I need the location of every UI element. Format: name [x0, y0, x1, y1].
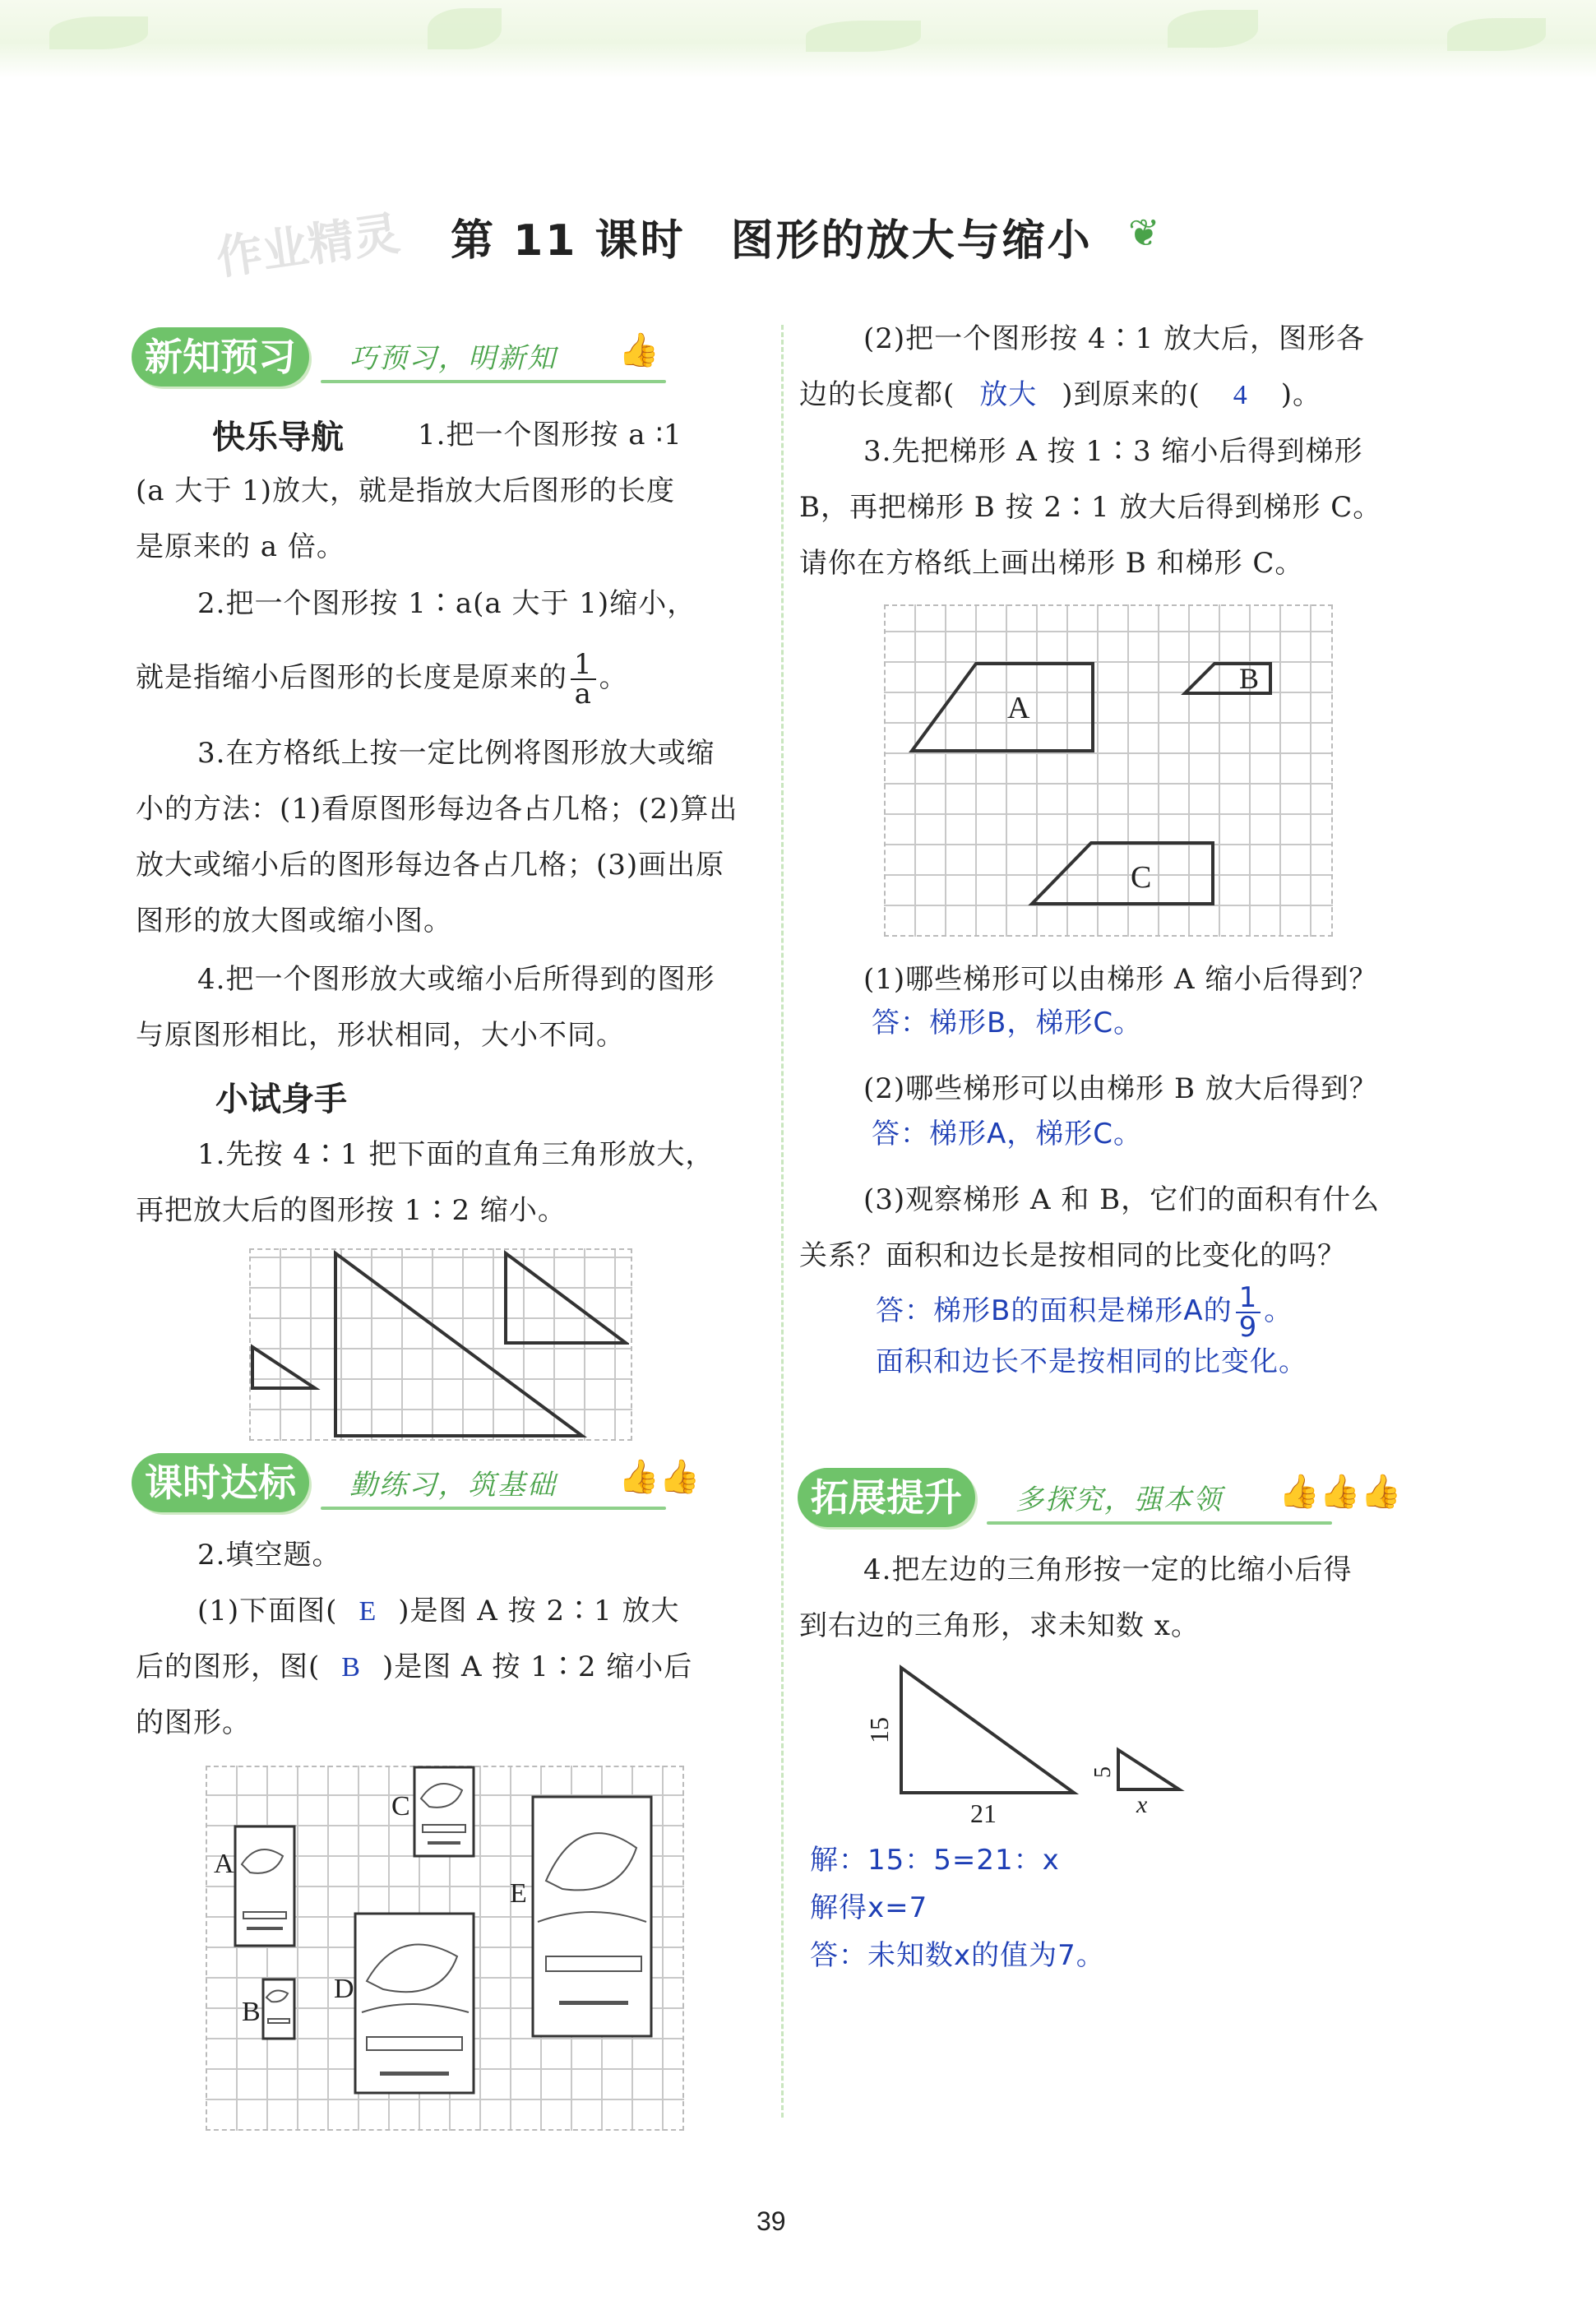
leaf-decor — [806, 21, 921, 52]
q3-3-line2: 关系？面积和边长是按相同的比变化的吗？ — [799, 1239, 1346, 1272]
big-base-label: 21 — [970, 1798, 997, 1826]
answer-enlarge: 放大 — [979, 378, 1038, 411]
nav-p3-line2: 小的方法：(1)看原图形每边各占几格；(2)算出 — [136, 793, 738, 826]
q2-2-text-d: )。 — [1280, 378, 1322, 411]
answer-four: 4 — [1233, 380, 1248, 410]
section-badge-practice: 课时达标 — [132, 1453, 309, 1512]
section-rule — [987, 1521, 1332, 1525]
q2-2-line2 — [799, 367, 1321, 424]
q2-1-text-c: 后的图形，图( — [136, 1650, 321, 1683]
q3-3-answer-text: 答：梯形B的面积是梯形A的 — [876, 1294, 1233, 1327]
page-number: 39 — [756, 2206, 786, 2236]
trap-label-b: B — [1239, 662, 1260, 695]
small-height-label: 5 — [1090, 1766, 1116, 1778]
q1-triangles — [249, 1248, 629, 1437]
q4-line2: 到右边的三角形，求未知数 x。 — [799, 1609, 1200, 1642]
q2-title: 2.填空题。 — [197, 1539, 341, 1572]
column-divider — [781, 325, 784, 2118]
trapezoid-a — [912, 664, 1093, 751]
q1-line2: 再把放大后的图形按 1∶2 缩小。 — [136, 1194, 567, 1227]
leaf-decor — [1168, 10, 1258, 48]
q3-2-answer: 答：梯形A，梯形C。 — [872, 1118, 1142, 1150]
frac-den: 9 — [1238, 1310, 1258, 1344]
nav-p3-line4: 图形的放大图或缩小图。 — [136, 905, 452, 937]
small-right-triangle — [1118, 1750, 1179, 1789]
nav-p2-text: 就是指缩小后图形的长度是原来的 — [136, 661, 567, 694]
leaf-decor — [49, 16, 148, 49]
leaf-decor — [1447, 18, 1546, 51]
label-d: D — [334, 1974, 354, 2004]
section-badge-extend: 拓展提升 — [798, 1468, 975, 1527]
q4-triangles — [855, 1661, 1200, 1826]
solution-line3: 答：未知数x的值为7。 — [810, 1939, 1105, 1972]
figure-a — [235, 1826, 294, 1946]
frac-num: 1 — [1236, 1284, 1261, 1313]
q3-3-line1: (3)观察梯形 A 和 B，它们的面积有什么 — [863, 1183, 1381, 1216]
q3-3-answer-suffix: 。 — [1264, 1294, 1293, 1327]
nav-p3-line1: 3.在方格纸上按一定比例将图形放大或缩 — [197, 737, 715, 770]
page-title: 第 11 课时 图形的放大与缩小 — [451, 216, 1093, 266]
figure-e — [533, 1797, 651, 2036]
nav-p4-line2: 与原图形相比，形状相同，大小不同。 — [136, 1019, 625, 1052]
q1-line1: 1.先按 4∶1 把下面的直角三角形放大， — [197, 1138, 715, 1171]
label-e: E — [510, 1878, 527, 1909]
q3-line3: 请你在方格纸上画出梯形 B 和梯形 C。 — [799, 547, 1304, 580]
fraction-1-over-9 — [1236, 1280, 1261, 1344]
q3-line2: B，再把梯形 B 按 2∶1 放大后得到梯形 C。 — [799, 491, 1382, 524]
solution-line2: 解得x=7 — [810, 1891, 928, 1924]
section-rule — [321, 380, 666, 383]
thumbs-up-icon: 👍👍👍 — [1279, 1473, 1402, 1511]
big-triangle — [901, 1668, 1074, 1793]
nav-p2-line1: 2.把一个图形按 1∶a(a 大于 1)缩小， — [197, 587, 696, 620]
nav-p1-line3: 是原来的 a 倍。 — [136, 530, 345, 563]
q2-2-line1: (2)把一个图形按 4∶1 放大后，图形各 — [863, 322, 1366, 355]
section-subtitle-preview: 巧预习，明新知 — [349, 342, 557, 375]
small-base-label: x — [1136, 1791, 1148, 1818]
nav-p2-line2 — [136, 648, 628, 711]
q3-line1: 3.先把梯形 A 按 1∶3 缩小后得到梯形 — [863, 435, 1363, 468]
medium-triangle — [506, 1253, 626, 1343]
q2-2-text-b: 边的长度都( — [799, 378, 955, 411]
answer-b: B — [341, 1652, 361, 1683]
nav-p2-suffix: 。 — [599, 661, 628, 694]
trap-label-a: A — [1007, 691, 1030, 725]
section-rule — [321, 1507, 666, 1510]
q3-3-answer-2: 面积和边长不是按相同的比变化。 — [876, 1345, 1307, 1378]
fraction-1-over-a — [571, 648, 596, 711]
answer-e: E — [359, 1596, 377, 1627]
trap-label-c: C — [1131, 860, 1152, 895]
label-c: C — [391, 1791, 410, 1822]
thumbs-up-icon: 👍 — [618, 331, 659, 369]
section-subtitle-practice: 勤练习，筑基础 — [349, 1469, 557, 1502]
nav-p1-line2: (a 大于 1)放大，就是指放大后图形的长度 — [136, 474, 676, 507]
top-decor-band — [0, 0, 1596, 78]
leaf-icon: ❦ — [1128, 211, 1160, 255]
small-triangle — [252, 1347, 315, 1388]
big-height-label: 15 — [864, 1717, 894, 1743]
q3-2-question: (2)哪些梯形可以由梯形 B 放大后得到？ — [863, 1072, 1378, 1105]
watermark: 作业精灵 — [213, 206, 404, 286]
section-badge-preview: 新知预习 — [132, 327, 309, 387]
q3-3-answer-1 — [876, 1280, 1293, 1344]
q2-figures — [206, 1766, 681, 2127]
thumbs-up-icon: 👍👍 — [618, 1458, 701, 1496]
figure-c — [414, 1767, 474, 1856]
q3-1-answer: 答：梯形B，梯形C。 — [872, 1007, 1143, 1039]
q3-1-question: (1)哪些梯形可以由梯形 A 缩小后得到？ — [863, 963, 1378, 996]
label-a: A — [214, 1849, 234, 1879]
label-b: B — [242, 1997, 261, 2027]
q2-2-text-c: )到原来的( — [1062, 378, 1200, 411]
try-heading: 小试身手 — [215, 1081, 347, 1118]
q2-1-line3: 的图形。 — [136, 1706, 251, 1739]
nav-p3-line3: 放大或缩小后的图形每边各占几格；(3)画出原 — [136, 849, 725, 882]
nav-p4-line1: 4.把一个图形放大或缩小后所得到的图形 — [197, 963, 715, 996]
q2-1-line2 — [136, 1639, 692, 1696]
q2-1-text-a: (1)下面图( — [197, 1595, 338, 1627]
section-subtitle-extend: 多探究，强本领 — [1015, 1484, 1223, 1516]
q4-line1: 4.把左边的三角形按一定的比缩小后得 — [863, 1553, 1353, 1586]
nav-p1-line1: 1.把一个图形按 a ∶1 — [418, 419, 682, 451]
frac-num: 1 — [571, 650, 596, 680]
trapezoid-c — [1032, 843, 1213, 904]
solution-line1: 解：15：5=21：x — [810, 1844, 1060, 1877]
figure-b — [263, 1979, 294, 2039]
q2-1-text-b: )是图 A 按 2∶1 放大 — [398, 1595, 680, 1627]
leaf-decor — [428, 8, 502, 49]
q3-trapezoids — [884, 604, 1330, 933]
figure-d — [355, 1914, 474, 2093]
q2-1-text-d: )是图 A 按 1∶2 缩小后 — [382, 1650, 693, 1683]
frac-den: a — [574, 678, 592, 711]
q2-1-line1 — [197, 1583, 680, 1640]
nav-heading: 快乐导航 — [212, 419, 344, 456]
